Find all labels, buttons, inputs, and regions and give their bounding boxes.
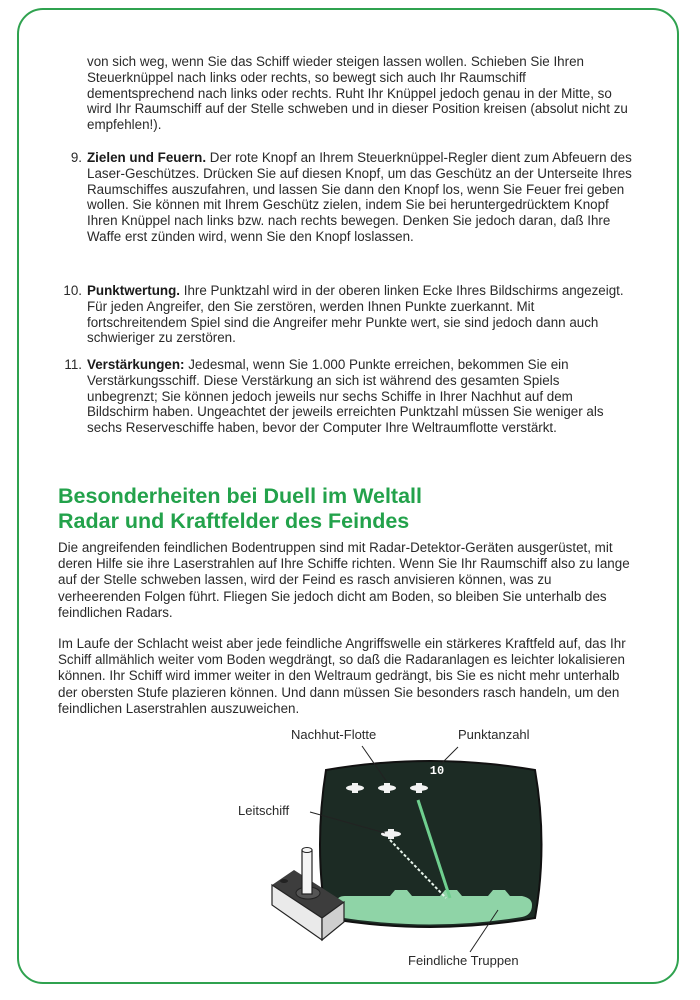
item-title: Punktwertung. bbox=[87, 283, 180, 298]
heading-line-2: Radar und Kraftfelder des Feindes bbox=[58, 508, 410, 533]
heading-line-1: Besonderheiten bei Duell im Weltall bbox=[58, 484, 422, 508]
label-reserve-fleet: Nachhut-Flotte bbox=[291, 727, 377, 742]
item-number: 11. bbox=[64, 357, 82, 372]
item-number: 9. bbox=[70, 150, 82, 165]
item-title: Zielen und Feuern. bbox=[87, 150, 207, 165]
reserve-ship-icon-body bbox=[352, 783, 358, 793]
intro-paragraph: von sich weg, wenn Sie das Schiff wieder steigen lassen wollen. Schieben Sie Ihren Steuerknüppel nach links oder rechts, so bewegt sich auch Ihr Raumschiff dementsprechend nach links oder rechts. Ruht Ihr Knüppel jedoch genau in der Mitte, so wird Ihr Raumschiff auf der Stelle schweben und in dieser Position kreisen (absolut nicht zu empfehlen!). bbox=[87, 54, 628, 133]
reserve-ship-icon-body bbox=[416, 783, 422, 793]
item-number: 10. bbox=[63, 283, 82, 298]
item-title: Verstärkungen: bbox=[87, 357, 185, 372]
score-value: 10 bbox=[429, 764, 445, 778]
label-enemy-troops: Feindliche Truppen bbox=[408, 953, 519, 968]
item-text: Ihre Punktzahl wird in der oberen linken Ecke Ihres Bildschirms angezeigt. Für jeden Angreifer, den Sie zerstören, werden Ihnen Punkte zuerkannt. Mit fortschreitendem Spiel sind die Angreifer mehr Punkte wert, sie sind jedoch dann auch schwieriger zu zerstören. bbox=[87, 283, 624, 346]
item-text: Jedesmal, wenn Sie 1.000 Punkte erreichen, bekommen Sie ein Verstärkungsschiff. Diese Verstärkung an sich ist während des gesamten Spiels unbegrenzt; Sie können jedoch jeweils nur sechs Schiffe in Ihrer Nachhut auf dem Bildschirm haben. Ungeachtet der jeweils erreichten Punktzahl müssen Sie weniger als sechs Reserveschiffe haben, bevor der Computer Ihre Weltraumflotte verstärkt. bbox=[87, 357, 604, 436]
reserve-ship-icon-body bbox=[384, 783, 390, 793]
label-lead-ship: Leitschiff bbox=[238, 803, 290, 818]
label-score: Punktanzahl bbox=[458, 727, 530, 742]
paragraph-forcefield: Im Laufe der Schlacht weist aber jede feindliche Angriffswelle ein stärkeres Kraftfeld auf, das Ihr Schiff allmählich weiter vom Boden wegdrängt, so daß die Radaranlagen es leichter lokalisieren können. Ihr Schiff wird immer weiter in den Weltraum gedrängt, bis Sie es nicht mehr unterhalb der obersten Stufe plazieren können. Und dann müssen Sie besonders rasch handeln, um den feindlichen Laserstrahlen auszuweichen. bbox=[58, 636, 626, 716]
item-text: Der rote Knopf an Ihrem Steuerknüppel-Regler dient zum Abfeuern des Laser-Geschützes. Drücken Sie auf diesen Knopf, um das Geschütz an der Unterseite Ihres Raumschiffes auszufahren, und lassen Sie dann den Knopf los, wenn Sie Feuer frei geben wollen. Sie können mit Ihrem Geschütz zielen, indem Sie bei heruntergedrücktem Knopf Ihren Knüppel nach links bzw. nach rechts bewegen. Denken Sie jedoch daran, daß Ihre Waffe erst zünden wird, wenn Sie den Knopf loslassen. bbox=[87, 150, 632, 244]
paragraph-radar: Die angreifenden feindlichen Bodentruppen sind mit Radar-Detektor-Geräten ausgerüstet, mit deren Hilfe sie ihre Laserstrahlen auf Ihre Schiffe richten. Wenn Sie Ihr Raumschiff also zu lange auf der Stelle schweben lassen, wird der Feind es rasch anvisieren können, was zu verheerenden Folgen führt. Fliegen Sie jedoch dicht am Boden, so bleiben Sie unterhalb des feindlichen Radars. bbox=[58, 540, 630, 620]
